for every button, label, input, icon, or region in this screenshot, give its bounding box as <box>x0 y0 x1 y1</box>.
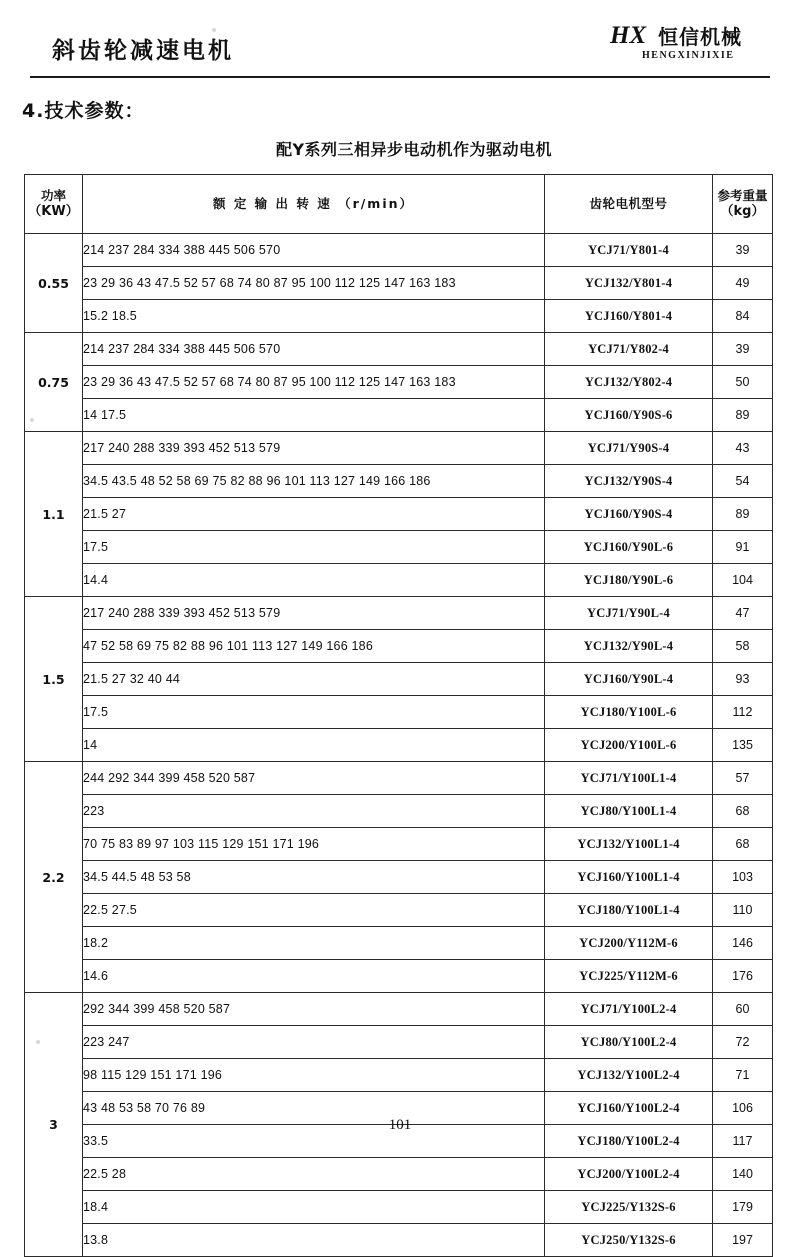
cell-speed: 14.6 <box>83 960 545 993</box>
cell-model: YCJ132/Y90S-4 <box>545 465 713 498</box>
header-weight <box>713 175 773 234</box>
cell-model: YCJ71/Y90L-4 <box>545 597 713 630</box>
cell-model: YCJ160/Y801-4 <box>545 300 713 333</box>
cell-speed: 21.5 27 32 40 44 <box>83 663 545 696</box>
cell-speed: 18.2 <box>83 927 545 960</box>
cell-model: YCJ160/Y90S-6 <box>545 399 713 432</box>
cell-power: 1.5 <box>25 597 83 762</box>
header-title: 斜齿轮减速电机 <box>52 38 234 64</box>
header-power-label: 功率 <box>40 188 66 204</box>
cell-weight: 60 <box>713 993 773 1026</box>
cell-speed: 43 48 53 58 70 76 89 <box>83 1092 545 1125</box>
cell-speed: 14.4 <box>83 564 545 597</box>
cell-speed: 244 292 344 399 458 520 587 <box>83 762 545 795</box>
cell-weight: 197 <box>713 1224 773 1257</box>
table-row <box>25 894 773 927</box>
cell-model: YCJ71/Y801-4 <box>545 234 713 267</box>
cell-power: 2.2 <box>25 762 83 993</box>
cell-speed: 23 29 36 43 47.5 52 57 68 74 80 87 95 100 112 125 147 163 183 <box>83 267 545 300</box>
cell-model: YCJ132/Y802-4 <box>545 366 713 399</box>
cell-weight: 68 <box>713 795 773 828</box>
page-header <box>30 14 770 78</box>
cell-speed: 34.5 44.5 48 53 58 <box>83 861 545 894</box>
cell-model: YCJ180/Y100L1-4 <box>545 894 713 927</box>
table-header-row <box>25 175 773 234</box>
cell-speed: 22.5 27.5 <box>83 894 545 927</box>
page-number: 101 <box>388 1117 412 1133</box>
cell-weight: 39 <box>713 333 773 366</box>
cell-weight: 146 <box>713 927 773 960</box>
cell-speed: 34.5 43.5 48 52 58 69 75 82 88 96 101 113 127 149 166 186 <box>83 465 545 498</box>
table-row <box>25 630 773 663</box>
table-row <box>25 663 773 696</box>
cell-speed: 14 <box>83 729 545 762</box>
cell-weight: 93 <box>713 663 773 696</box>
table-row <box>25 696 773 729</box>
cell-weight: 57 <box>713 762 773 795</box>
table-row <box>25 1059 773 1092</box>
cell-weight: 72 <box>713 1026 773 1059</box>
cell-model: YCJ160/Y90L-4 <box>545 663 713 696</box>
table-row <box>25 795 773 828</box>
table-caption: 配Y系列三相异步电动机作为驱动电机 <box>275 140 553 159</box>
table-row <box>25 762 773 795</box>
company-logo <box>606 20 766 70</box>
cell-weight: 54 <box>713 465 773 498</box>
cell-weight: 84 <box>713 300 773 333</box>
cell-speed: 15.2 18.5 <box>83 300 545 333</box>
table-row <box>25 531 773 564</box>
cell-speed: 214 237 284 334 388 445 506 570 <box>83 234 545 267</box>
cell-model: YCJ132/Y100L1-4 <box>545 828 713 861</box>
logo-pinyin: HENGXINJIXIE <box>642 50 735 61</box>
table-row <box>25 267 773 300</box>
cell-model: YCJ225/Y132S-6 <box>545 1191 713 1224</box>
cell-power: 3 <box>25 993 83 1257</box>
cell-speed: 214 237 284 334 388 445 506 570 <box>83 333 545 366</box>
cell-weight: 179 <box>713 1191 773 1224</box>
cell-weight: 135 <box>713 729 773 762</box>
table-row <box>25 729 773 762</box>
cell-model: YCJ71/Y90S-4 <box>545 432 713 465</box>
table-row <box>25 399 773 432</box>
cell-model: YCJ71/Y100L1-4 <box>545 762 713 795</box>
section-title: 4.技术参数： <box>22 100 145 122</box>
table-row <box>25 1191 773 1224</box>
cell-weight: 39 <box>713 234 773 267</box>
table-row <box>25 498 773 531</box>
cell-speed: 33.5 <box>83 1125 545 1158</box>
cell-weight: 103 <box>713 861 773 894</box>
cell-model: YCJ200/Y112M-6 <box>545 927 713 960</box>
cell-weight: 104 <box>713 564 773 597</box>
cell-speed: 17.5 <box>83 531 545 564</box>
cell-weight: 117 <box>713 1125 773 1158</box>
cell-model: YCJ71/Y802-4 <box>545 333 713 366</box>
cell-speed: 292 344 399 458 520 587 <box>83 993 545 1026</box>
header-model: 齿轮电机型号 <box>545 175 713 234</box>
cell-weight: 89 <box>713 399 773 432</box>
logo-company-name: 恒信机械 <box>658 25 742 49</box>
cell-speed: 23 29 36 43 47.5 52 57 68 74 80 87 95 100 112 125 147 163 183 <box>83 366 545 399</box>
cell-weight: 110 <box>713 894 773 927</box>
table-row <box>25 333 773 366</box>
cell-weight: 49 <box>713 267 773 300</box>
table-row <box>25 993 773 1026</box>
table-body <box>25 234 773 1257</box>
cell-model: YCJ80/Y100L2-4 <box>545 1026 713 1059</box>
cell-weight: 89 <box>713 498 773 531</box>
table-row <box>25 828 773 861</box>
document-page <box>0 14 800 1247</box>
cell-model: YCJ225/Y112M-6 <box>545 960 713 993</box>
table-row <box>25 366 773 399</box>
cell-weight: 50 <box>713 366 773 399</box>
cell-weight: 71 <box>713 1059 773 1092</box>
cell-speed: 47 52 58 69 75 82 88 96 101 113 127 149 166 186 <box>83 630 545 663</box>
cell-model: YCJ250/Y132S-6 <box>545 1224 713 1257</box>
cell-power: 0.55 <box>25 234 83 333</box>
cell-weight: 176 <box>713 960 773 993</box>
cell-speed: 18.4 <box>83 1191 545 1224</box>
cell-model: YCJ160/Y90L-6 <box>545 531 713 564</box>
table-row <box>25 861 773 894</box>
spec-table-container <box>24 174 772 1257</box>
cell-speed: 13.8 <box>83 1224 545 1257</box>
cell-weight: 43 <box>713 432 773 465</box>
table-row <box>25 234 773 267</box>
cell-model: YCJ160/Y100L1-4 <box>545 861 713 894</box>
cell-power: 0.75 <box>25 333 83 432</box>
table-row <box>25 1158 773 1191</box>
cell-speed: 22.5 28 <box>83 1158 545 1191</box>
cell-weight: 58 <box>713 630 773 663</box>
cell-weight: 140 <box>713 1158 773 1191</box>
cell-speed: 17.5 <box>83 696 545 729</box>
table-row <box>25 960 773 993</box>
cell-speed: 70 75 83 89 97 103 115 129 151 171 196 <box>83 828 545 861</box>
cell-speed: 217 240 288 339 393 452 513 579 <box>83 597 545 630</box>
table-row <box>25 564 773 597</box>
table-row <box>25 927 773 960</box>
table-row <box>25 1224 773 1257</box>
header-weight-unit: （kg） <box>720 203 765 219</box>
cell-speed: 21.5 27 <box>83 498 545 531</box>
cell-weight: 106 <box>713 1092 773 1125</box>
cell-model: YCJ180/Y100L-6 <box>545 696 713 729</box>
header-power-unit: （KW） <box>28 203 79 219</box>
header-power <box>25 175 83 234</box>
cell-model: YCJ160/Y100L2-4 <box>545 1092 713 1125</box>
cell-model: YCJ132/Y801-4 <box>545 267 713 300</box>
table-row <box>25 1026 773 1059</box>
header-speed: 额 定 输 出 转 速 （r/min） <box>83 175 545 234</box>
cell-model: YCJ180/Y100L2-4 <box>545 1125 713 1158</box>
header-weight-label: 参考重量 <box>717 188 768 204</box>
cell-model: YCJ71/Y100L2-4 <box>545 993 713 1026</box>
cell-model: YCJ160/Y90S-4 <box>545 498 713 531</box>
cell-speed: 223 <box>83 795 545 828</box>
cell-model: YCJ200/Y100L-6 <box>545 729 713 762</box>
cell-model: YCJ200/Y100L2-4 <box>545 1158 713 1191</box>
cell-weight: 47 <box>713 597 773 630</box>
table-row <box>25 597 773 630</box>
cell-weight: 68 <box>713 828 773 861</box>
cell-speed: 217 240 288 339 393 452 513 579 <box>83 432 545 465</box>
cell-weight: 112 <box>713 696 773 729</box>
cell-model: YCJ132/Y90L-4 <box>545 630 713 663</box>
cell-power: 1.1 <box>25 432 83 597</box>
cell-weight: 91 <box>713 531 773 564</box>
cell-model: YCJ80/Y100L1-4 <box>545 795 713 828</box>
cell-model: YCJ132/Y100L2-4 <box>545 1059 713 1092</box>
logo-monogram: HX <box>610 22 647 49</box>
table-row <box>25 465 773 498</box>
spec-table <box>24 174 773 1257</box>
cell-speed: 14 17.5 <box>83 399 545 432</box>
cell-speed: 98 115 129 151 171 196 <box>83 1059 545 1092</box>
cell-speed: 223 247 <box>83 1026 545 1059</box>
table-row <box>25 300 773 333</box>
table-row <box>25 432 773 465</box>
cell-model: YCJ180/Y90L-6 <box>545 564 713 597</box>
